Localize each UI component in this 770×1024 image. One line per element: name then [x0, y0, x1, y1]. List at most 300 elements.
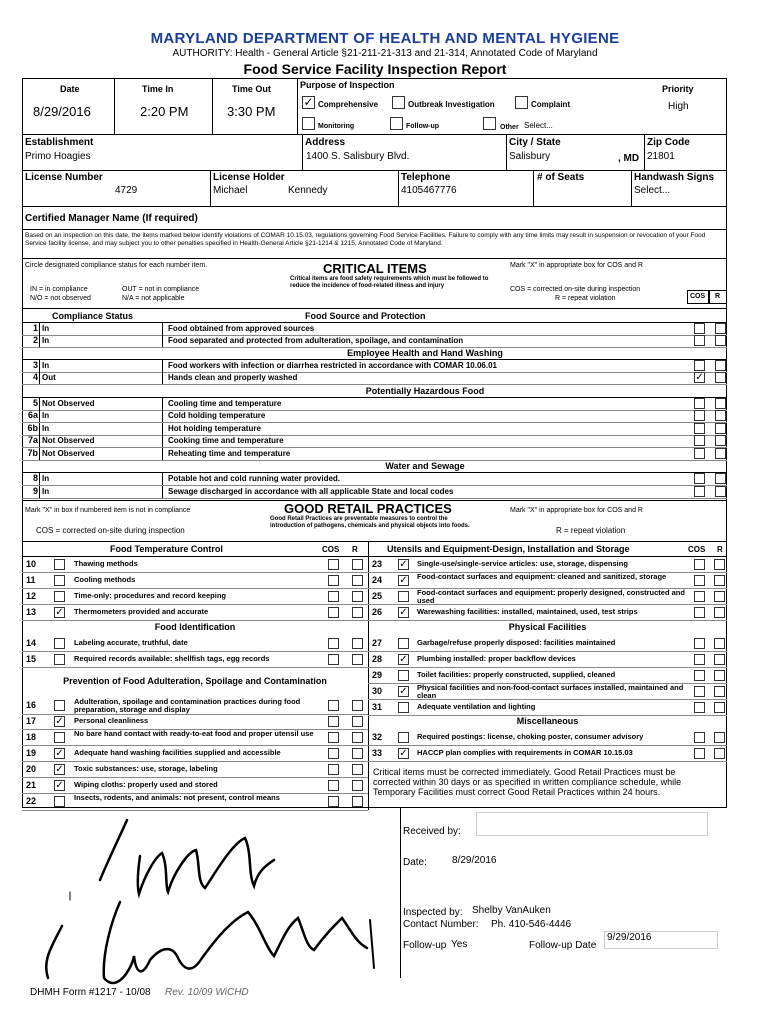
other-checkbox[interactable]: [483, 117, 496, 130]
retail-r-checkbox[interactable]: [714, 686, 725, 697]
retail-item-row: [22, 778, 368, 793]
retail-r-checkbox[interactable]: [352, 732, 363, 743]
retail-mark-note: Mark "X" in appropriate box for COS and R: [510, 507, 643, 514]
retail-cos-checkbox[interactable]: [694, 670, 705, 681]
inspector-field[interactable]: Shelby VanAuken: [472, 905, 551, 916]
date-field[interactable]: 8/29/2016: [33, 104, 91, 119]
retail-item-checkbox[interactable]: ✓: [55, 607, 64, 618]
complaint-checkbox[interactable]: [515, 96, 528, 109]
retail-item-row: [368, 589, 727, 604]
retail-item-number: 20: [26, 764, 37, 774]
retail-cos-checkbox[interactable]: [694, 702, 705, 713]
left-r-header: R: [352, 545, 358, 554]
retail-item-number: 12: [26, 591, 37, 601]
retail-item-text: Time-only: procedures and record keeping: [74, 591, 226, 600]
critical-cos-checkbox[interactable]: [694, 473, 705, 484]
critical-r-checkbox[interactable]: [715, 448, 726, 459]
critical-r-checkbox[interactable]: [715, 473, 726, 484]
critical-item-row: [22, 360, 727, 372]
retail-item-text: Adequate hand washing facilities supplied and accessible: [74, 748, 281, 757]
critical-item-text: Food obtained from approved sources: [168, 324, 315, 333]
state-text: , MD: [618, 153, 640, 164]
critical-item-row: [22, 473, 727, 485]
retail-item-text: Adulteration, spoilage and contamination practices during food preparation, storage and display: [74, 697, 301, 714]
retail-r-checkbox[interactable]: [714, 591, 725, 602]
retail-item-number: 24: [372, 575, 383, 585]
critical-item-number: 6b: [27, 423, 38, 433]
critical-item-row: [22, 448, 727, 460]
retail-cos-checkbox[interactable]: [328, 654, 339, 665]
retail-item-row: [22, 714, 368, 729]
critical-item-row: [22, 398, 727, 410]
retail-item-row: [22, 636, 368, 651]
retail-cos-note: COS = corrected on-site during inspection: [36, 526, 185, 535]
circle-instruction: Circle designated compliance status for each number item.: [25, 262, 208, 269]
critical-item-row: [22, 435, 727, 447]
retail-item-number: 10: [26, 559, 37, 569]
retail-cos-checkbox[interactable]: [328, 575, 339, 586]
seats-label: # of Seats: [537, 172, 585, 183]
followup-label: Follow-up: [406, 123, 440, 130]
water-sewage-header: Water and Sewage: [385, 461, 465, 471]
retail-item-text: Physical facilities and non-food-contact surfaces installed, maintained and clean: [417, 683, 684, 700]
critical-cos-checkbox[interactable]: ✓: [695, 372, 704, 383]
city-field[interactable]: Salisbury: [509, 151, 551, 162]
report-title: Food Service Facility Inspection Report: [243, 61, 507, 77]
compliance-status-header: Compliance Status: [52, 311, 134, 321]
critical-r-checkbox[interactable]: [715, 398, 726, 409]
received-by-field[interactable]: [476, 812, 708, 836]
signature-drawing: [22, 808, 400, 1008]
retail-cos-checkbox[interactable]: [328, 591, 339, 602]
retail-item-text: Warewashing facilities: installed, maintained, used, test strips: [417, 607, 638, 616]
retail-item-text: Plumbing installed: proper backflow devices: [417, 654, 576, 663]
in-note: IN = in compliance: [30, 286, 88, 293]
retail-item-row: [22, 557, 368, 572]
retail-r-checkbox[interactable]: [352, 638, 363, 649]
priority-field[interactable]: High: [668, 101, 689, 112]
retail-cos-checkbox[interactable]: [328, 716, 339, 727]
retail-item-row: [22, 746, 368, 761]
retail-item-checkbox[interactable]: [54, 654, 65, 665]
retail-item-text: Cooling methods: [74, 575, 136, 584]
handwash-select[interactable]: Select...: [634, 185, 671, 196]
retail-item-checkbox[interactable]: ✓: [399, 559, 408, 570]
retail-cos-checkbox[interactable]: [328, 700, 339, 711]
retail-r-checkbox[interactable]: [714, 575, 725, 586]
retail-item-number: 29: [372, 670, 383, 680]
critical-item-text: Food separated and protected from adulteration, spoilage, and contamination: [168, 336, 464, 345]
license-number-label: License Number: [25, 172, 103, 183]
retail-r-checkbox[interactable]: [352, 654, 363, 665]
retail-mark-instruction: Mark "X" in box if numbered item is not in compliance: [25, 507, 191, 514]
critical-cos-checkbox[interactable]: [694, 448, 705, 459]
authority-line: AUTHORITY: Health - General Article §21-211-21-313 and 21-314, Annotated Code of Maryland: [172, 48, 598, 59]
prevention-header: Prevention of Food Adulteration, Spoilage and Contamination: [63, 676, 327, 686]
critical-item-text: Cooling time and temperature: [168, 399, 282, 408]
retail-item-checkbox[interactable]: ✓: [399, 748, 408, 759]
retail-item-checkbox[interactable]: [54, 591, 65, 602]
license-holder-first[interactable]: Michael: [213, 185, 248, 196]
priority-label: Priority: [662, 84, 694, 94]
retail-r-checkbox[interactable]: [352, 780, 363, 791]
retail-r-checkbox[interactable]: [714, 607, 725, 618]
retail-item-row: [22, 605, 368, 620]
retail-r-checkbox[interactable]: [714, 638, 725, 649]
retail-r-note: R = repeat violation: [556, 526, 626, 535]
retail-item-text: Labeling accurate, truthful, date: [74, 638, 188, 647]
retail-r-checkbox[interactable]: [714, 748, 725, 759]
retail-item-checkbox[interactable]: ✓: [399, 686, 408, 697]
out-note: OUT = not in compliance: [122, 286, 200, 293]
retail-item-row: [22, 589, 368, 604]
good-retail-title: GOOD RETAIL PRACTICES: [284, 501, 452, 516]
phf-header: Potentially Hazardous Food: [365, 386, 485, 396]
retail-r-checkbox[interactable]: [714, 559, 725, 570]
retail-r-checkbox[interactable]: [714, 702, 725, 713]
retail-item-number: 30: [372, 686, 383, 696]
monitoring-checkbox[interactable]: [302, 117, 315, 130]
license-number-field[interactable]: 4729: [115, 185, 138, 196]
critical-item-number: 4: [32, 372, 38, 382]
retail-item-checkbox[interactable]: [398, 732, 409, 743]
no-note: N/O = not observed: [30, 295, 91, 302]
critical-r-checkbox[interactable]: [715, 423, 726, 434]
retail-r-checkbox[interactable]: [352, 591, 363, 602]
critical-item-text: Food workers with infection or diarrhea restricted in accordance with COMAR 10.06.01: [168, 361, 497, 370]
retail-item-row: [22, 698, 368, 714]
other-label: Other: [500, 124, 519, 131]
retail-item-number: 16: [26, 700, 37, 710]
retail-cos-checkbox[interactable]: [694, 686, 705, 697]
r-note: R = repeat violation: [555, 295, 616, 302]
retail-r-checkbox[interactable]: [714, 732, 725, 743]
retail-cos-checkbox[interactable]: [694, 559, 705, 570]
food-ident-header: Food Identification: [154, 622, 236, 632]
critical-item-row: [22, 410, 727, 422]
critical-item-row: [22, 372, 727, 384]
comprehensive-label: Comprehensive: [318, 100, 379, 109]
critical-cos-checkbox[interactable]: [694, 335, 705, 346]
retail-item-number: 26: [372, 607, 383, 617]
retail-item-text: No bare hand contact with ready-to-eat food and proper utensil use: [74, 729, 314, 738]
received-date-label: Date:: [403, 857, 427, 868]
critical-item-text: Cold holding temperature: [168, 411, 266, 420]
employee-health-header: Employee Health and Hand Washing: [347, 348, 503, 358]
department-title: MARYLAND DEPARTMENT OF HEALTH AND MENTAL HYGIENE: [150, 30, 620, 47]
establishment-label: Establishment: [25, 137, 94, 148]
retail-item-number: 32: [372, 732, 383, 742]
retail-item-checkbox[interactable]: ✓: [55, 716, 64, 727]
critical-cos-checkbox[interactable]: [694, 323, 705, 334]
retail-item-number: 21: [26, 780, 37, 790]
critical-r-checkbox[interactable]: [715, 360, 726, 371]
critical-item-number: 8: [32, 473, 38, 483]
retail-item-checkbox[interactable]: [398, 670, 409, 681]
critical-item-status[interactable]: In: [42, 336, 50, 345]
retail-cos-checkbox[interactable]: [694, 575, 705, 586]
retail-item-number: 19: [26, 748, 37, 758]
inspected-by-label: Inspected by:: [403, 907, 463, 918]
critical-item-text: Hands clean and properly washed: [168, 373, 298, 382]
retail-cos-checkbox[interactable]: [328, 638, 339, 649]
address-field[interactable]: 1400 S. Salisbury Blvd.: [306, 151, 410, 162]
telephone-field[interactable]: 4105467776: [401, 185, 457, 196]
retail-cos-checkbox[interactable]: [328, 796, 339, 807]
contact-label: Contact Number:: [403, 919, 479, 930]
critical-item-status[interactable]: Not Observed: [42, 436, 95, 445]
retail-item-text: Personal cleanliness: [74, 716, 149, 725]
critical-item-number: 6a: [27, 410, 38, 420]
retail-item-checkbox[interactable]: ✓: [55, 764, 64, 775]
retail-item-number: 33: [372, 748, 383, 758]
critical-item-row: [22, 323, 727, 335]
retail-r-checkbox[interactable]: [352, 764, 363, 775]
correction-note: Critical items must be corrected immediately. Good Retail Practices must be corrected within 30 days or as specified in written compliance schedule, while Temporary Facilities must correct Good Retail Practices within 24 hours.: [373, 767, 682, 797]
license-holder-label: License Holder: [213, 172, 285, 183]
critical-cos-checkbox[interactable]: [694, 423, 705, 434]
city-state-label: City / State: [509, 137, 561, 148]
retail-item-checkbox[interactable]: [54, 732, 65, 743]
misc-header: Miscellaneous: [516, 716, 579, 726]
retail-item-row: [368, 684, 727, 699]
followup-date-field[interactable]: 9/29/2016: [604, 931, 718, 949]
retail-item-text: Food-contact surfaces and equipment: properly designed, constructed and used: [417, 588, 685, 605]
received-by-label: Received by:: [403, 826, 461, 837]
handwash-label: Handwash Signs: [634, 172, 715, 183]
retail-cos-checkbox[interactable]: [328, 780, 339, 791]
retail-item-number: 25: [372, 591, 383, 601]
critical-item-text: Cooking time and temperature: [168, 436, 284, 445]
critical-item-row: [22, 335, 727, 347]
critical-item-number: 7b: [27, 448, 38, 458]
retail-item-checkbox[interactable]: [54, 638, 65, 649]
retail-r-checkbox[interactable]: [714, 670, 725, 681]
received-signature: [100, 820, 127, 880]
retail-item-row: [22, 652, 368, 667]
retail-item-text: Food-contact surfaces and equipment: cleaned and sanitized, storage: [417, 572, 667, 581]
retail-r-checkbox[interactable]: [714, 654, 725, 665]
retail-item-checkbox[interactable]: ✓: [55, 780, 64, 791]
retail-item-row: [368, 605, 727, 620]
retail-cos-checkbox[interactable]: [328, 748, 339, 759]
retail-item-number: 11: [26, 575, 36, 585]
r-column-header: R: [715, 293, 721, 300]
retail-item-text: Thermometers provided and accurate: [74, 607, 209, 616]
purpose-label: Purpose of Inspection: [300, 80, 395, 90]
critical-item-status[interactable]: In: [42, 411, 50, 420]
retail-cos-checkbox[interactable]: [328, 607, 339, 618]
retail-item-number: 17: [26, 716, 37, 726]
retail-item-number: 23: [372, 559, 383, 569]
retail-cos-checkbox[interactable]: [694, 654, 705, 665]
outbreak-label: Outbreak Investigation: [408, 100, 495, 109]
followup-label: Follow-up: [403, 940, 447, 951]
retail-cos-checkbox[interactable]: [328, 764, 339, 775]
complaint-label: Complaint: [531, 100, 571, 109]
comprehensive-checkbox[interactable]: ✓: [303, 95, 314, 109]
retail-item-checkbox[interactable]: ✓: [55, 748, 64, 759]
retail-cos-checkbox[interactable]: [694, 748, 705, 759]
date-label: Date: [60, 84, 80, 94]
followup-date-label: Follow-up Date: [529, 940, 597, 951]
retail-cos-checkbox[interactable]: [694, 591, 705, 602]
certified-manager-label: Certified Manager Name (If required): [25, 213, 198, 224]
critical-item-row: [22, 486, 727, 498]
critical-item-status[interactable]: In: [42, 324, 50, 333]
critical-item-status[interactable]: In: [42, 424, 50, 433]
critical-r-checkbox[interactable]: [715, 335, 726, 346]
retail-item-text: Garbage/refuse properly disposed: facilities maintained: [417, 638, 616, 647]
critical-cos-checkbox[interactable]: [694, 398, 705, 409]
monitoring-label: Monitoring: [318, 123, 355, 130]
retail-item-number: 13: [26, 607, 37, 617]
retail-item-checkbox[interactable]: [54, 796, 65, 807]
retail-item-checkbox[interactable]: [54, 575, 65, 586]
retail-cos-checkbox[interactable]: [328, 559, 339, 570]
retail-item-row: [368, 652, 727, 667]
retail-item-row: [22, 573, 368, 588]
retail-item-text: Thawing methods: [74, 559, 138, 568]
cos-note: COS = corrected on-site during inspection: [510, 286, 641, 293]
critical-item-text: Reheating time and temperature: [168, 449, 291, 458]
retail-item-number: 27: [372, 638, 383, 648]
retail-item-number: 31: [372, 702, 383, 712]
critical-r-checkbox[interactable]: [715, 410, 726, 421]
retail-item-text: Single-use/single-service articles: use, storage, dispensing: [417, 559, 628, 568]
retail-item-row: [22, 762, 368, 777]
good-retail-subtitle: Good Retail Practices are preventable measures to control the introduction of pathogens, chemicals and physical objects into foods.: [270, 516, 470, 529]
retail-cos-checkbox[interactable]: [694, 638, 705, 649]
form-revision: Rev. 10/09 WiCHD: [165, 987, 249, 998]
left-cos-header: COS: [322, 545, 340, 554]
critical-item-status[interactable]: In: [42, 361, 50, 370]
critical-item-number: 1: [32, 323, 38, 333]
retail-r-checkbox[interactable]: [352, 796, 363, 807]
critical-item-row: [22, 423, 727, 435]
retail-item-text: Toxic substances: use, storage, labeling: [74, 764, 218, 773]
retail-item-text: Required postings: license, choking poster, consumer advisory: [417, 732, 644, 741]
right-cos-header: COS: [688, 545, 706, 554]
retail-item-number: 14: [26, 638, 37, 648]
retail-item-row: [368, 636, 727, 651]
retail-r-checkbox[interactable]: [352, 575, 363, 586]
critical-cos-checkbox[interactable]: [694, 435, 705, 446]
critical-subtitle: Critical items are food safety requirements which must be followed to reduce the incidence of food-related illness and injury: [290, 276, 489, 289]
retail-item-checkbox[interactable]: ✓: [399, 607, 408, 618]
critical-mark-note: Mark "X" in appropriate box for COS and R: [510, 262, 643, 269]
retail-item-number: 15: [26, 654, 37, 664]
critical-item-status[interactable]: Not Observed: [42, 449, 95, 458]
utensils-header: Utensils and Equipment-Design, Installation and Storage: [387, 544, 630, 554]
retail-item-text: Wiping cloths: properly used and stored: [74, 780, 218, 789]
critical-item-text: Hot holding temperature: [168, 424, 261, 433]
critical-r-checkbox[interactable]: [715, 486, 726, 497]
critical-items-title: CRITICAL ITEMS: [323, 261, 427, 276]
critical-item-status[interactable]: Out: [42, 373, 56, 382]
retail-item-checkbox[interactable]: [398, 638, 409, 649]
retail-item-number: 18: [26, 732, 37, 742]
na-note: N/A = not applicable: [122, 295, 185, 302]
retail-item-text: Insects, rodents, and animals: not present, control means: [74, 793, 280, 802]
legal-notice: Based on an inspection on this date, the items marked below identify violations of COMAR 10.15.03, regulations governing Food Service Facilities. Failure to comply with any time limits may result in suspension or revocation of your Food Service facility license, and may subject you to other penalties specified in Health-General Article §21-1214 & 1215, Annotated Code of Maryland.: [25, 232, 706, 247]
establishment-field[interactable]: Primo Hoagies: [25, 151, 91, 162]
contact-field[interactable]: Ph. 410-546-4446: [491, 919, 572, 930]
outbreak-checkbox[interactable]: [392, 96, 405, 109]
retail-item-checkbox[interactable]: [398, 702, 409, 713]
critical-r-checkbox[interactable]: [715, 372, 726, 383]
license-holder-last[interactable]: Kennedy: [288, 185, 328, 196]
retail-item-row: [368, 573, 727, 588]
cos-column-header: COS: [690, 293, 706, 300]
retail-r-checkbox[interactable]: [352, 748, 363, 759]
critical-item-text: Sewage discharged in accordance with all applicable State and local codes: [168, 487, 454, 496]
retail-r-checkbox[interactable]: [352, 559, 363, 570]
time-in-label: Time In: [142, 84, 174, 94]
retail-item-checkbox[interactable]: [54, 700, 65, 711]
received-date-field[interactable]: 8/29/2016: [452, 855, 497, 866]
other-select[interactable]: Select...: [524, 121, 553, 130]
critical-r-checkbox[interactable]: [715, 323, 726, 334]
retail-item-number: 28: [372, 654, 383, 664]
right-r-header: R: [717, 545, 723, 554]
critical-item-number: 9: [32, 486, 38, 496]
retail-item-text: Adequate ventilation and lighting: [417, 702, 536, 711]
retail-cos-checkbox[interactable]: [328, 732, 339, 743]
critical-cos-checkbox[interactable]: [694, 360, 705, 371]
retail-item-number: 22: [26, 796, 37, 806]
food-temp-header: Food Temperature Control: [110, 544, 223, 554]
retail-cos-checkbox[interactable]: [694, 607, 705, 618]
retail-item-text: Toilet facilities: properly constructed, supplied, cleaned: [417, 670, 616, 679]
time-out-field[interactable]: 3:30 PM: [227, 104, 276, 119]
retail-item-row: [368, 668, 727, 683]
critical-cos-checkbox[interactable]: [694, 486, 705, 497]
retail-item-row: [368, 746, 727, 761]
followup-checkbox[interactable]: [390, 117, 403, 130]
critical-item-status[interactable]: In: [42, 487, 50, 496]
critical-cos-checkbox[interactable]: [694, 410, 705, 421]
food-source-header: Food Source and Protection: [305, 311, 426, 321]
retail-item-text: Required records available: shellfish tags, egg records: [74, 654, 270, 663]
time-in-field[interactable]: 2:20 PM: [140, 104, 189, 119]
retail-item-checkbox[interactable]: ✓: [399, 654, 408, 665]
critical-item-number: 3: [32, 360, 38, 370]
retail-r-checkbox[interactable]: [352, 716, 363, 727]
retail-item-checkbox[interactable]: [398, 591, 409, 602]
address-label: Address: [305, 137, 346, 148]
zip-label: Zip Code: [647, 137, 690, 148]
retail-item-checkbox[interactable]: ✓: [399, 575, 408, 586]
critical-item-number: 5: [32, 398, 38, 408]
critical-item-number: 7a: [27, 435, 38, 445]
retail-r-checkbox[interactable]: [352, 607, 363, 618]
physical-header: Physical Facilities: [508, 622, 587, 632]
followup-field[interactable]: Yes: [451, 939, 468, 950]
time-out-label: Time Out: [232, 84, 271, 94]
retail-r-checkbox[interactable]: [352, 700, 363, 711]
retail-cos-checkbox[interactable]: [694, 732, 705, 743]
form-number: DHMH Form #1217 - 10/08: [30, 987, 151, 998]
critical-r-checkbox[interactable]: [715, 435, 726, 446]
critical-item-status[interactable]: In: [42, 474, 50, 483]
critical-item-status[interactable]: Not Observed: [42, 399, 95, 408]
telephone-label: Telephone: [401, 172, 451, 183]
zip-field[interactable]: 21801: [647, 151, 675, 162]
retail-item-row: [368, 730, 727, 745]
retail-item-row: [22, 730, 368, 745]
retail-item-checkbox[interactable]: [54, 559, 65, 570]
